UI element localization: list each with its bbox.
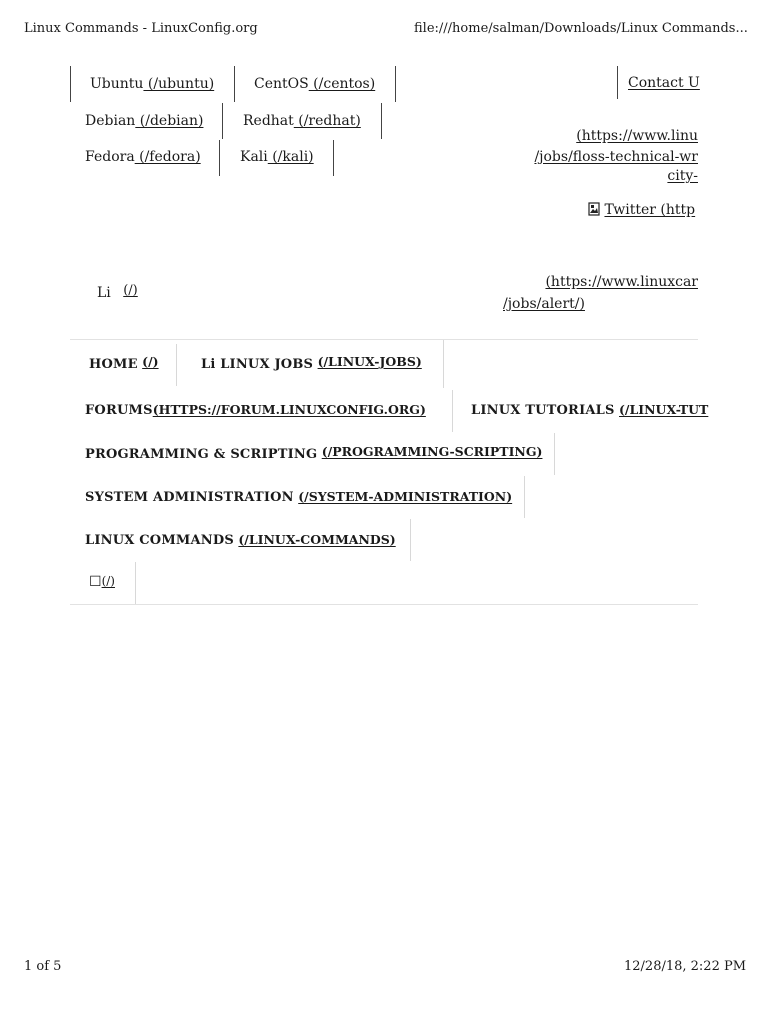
jobs-link-text[interactable]: (https://www.linu	[576, 128, 698, 144]
print-page-number: 1 of 5	[24, 959, 62, 974]
nav-border-bottom	[70, 604, 698, 605]
distro-href[interactable]: (/kali)	[267, 149, 314, 165]
twitter-link[interactable]	[588, 202, 698, 218]
nav-item-label: HOME	[89, 357, 138, 372]
jobs-link-text[interactable]: city-	[667, 168, 698, 184]
distro-href[interactable]: (/debian)	[135, 113, 204, 129]
nav-item-system-administration[interactable]	[85, 489, 512, 505]
alert-link-text[interactable]: (https://www.linuxcar	[545, 274, 698, 290]
nav-item-label: LINUX TUTORIALS	[471, 403, 615, 418]
jobs-link-line1[interactable]	[500, 128, 698, 144]
distro-link-redhat[interactable]	[243, 113, 361, 129]
divider	[135, 562, 136, 604]
nav-item-linux-tutorials[interactable]	[471, 402, 709, 418]
distro-href[interactable]: (/centos)	[308, 76, 376, 92]
divider	[452, 390, 453, 432]
divider	[554, 433, 555, 475]
nav-border-top	[70, 339, 698, 340]
distro-link-ubuntu[interactable]	[90, 76, 214, 92]
distro-label: Redhat	[243, 113, 294, 129]
divider	[333, 140, 334, 176]
nav-item-label: Li LINUX JOBS	[201, 357, 314, 372]
nav-item-href[interactable]: (/)	[142, 354, 159, 369]
divider	[222, 103, 223, 139]
distro-href[interactable]: (/redhat)	[293, 113, 361, 129]
nav-item-href[interactable]: (HTTPS://FORUM.LINUXCONFIG.ORG)	[152, 402, 426, 417]
nav-item-label: SYSTEM ADMINISTRATION	[85, 490, 294, 505]
nav-item-forums[interactable]	[85, 402, 426, 418]
distro-href[interactable]: (/fedora)	[134, 149, 201, 165]
jobs-link-line2[interactable]	[500, 149, 698, 165]
nav-item-programming-scripting[interactable]	[85, 446, 542, 462]
distro-label: CentOS	[254, 76, 309, 92]
nav-item-home[interactable]	[89, 356, 159, 372]
alert-link-line2[interactable]	[503, 296, 585, 312]
divider	[70, 66, 71, 102]
nav-item-label: PROGRAMMING & SCRIPTING	[85, 447, 318, 462]
distro-link-debian[interactable]	[85, 113, 203, 129]
nav-item-href[interactable]: (/)	[101, 574, 115, 588]
divider	[524, 476, 525, 518]
print-page-url: file:///home/salman/Downloads/Linux Commands...	[414, 21, 748, 36]
alert-link-text[interactable]: /jobs/alert/)	[503, 296, 585, 312]
nav-item-label: FORUMS	[85, 403, 153, 418]
divider	[443, 340, 444, 388]
jobs-link-text[interactable]: /jobs/floss-technical-wr	[534, 149, 698, 165]
nav-item-linux-jobs[interactable]	[201, 356, 422, 372]
distro-label: Debian	[85, 113, 136, 129]
jobs-link-line3[interactable]	[500, 168, 698, 184]
nav-item-label: LINUX COMMANDS	[85, 533, 234, 548]
image-icon	[588, 202, 600, 216]
divider	[617, 66, 618, 99]
nav-item-href[interactable]: (/LINUX-JOBS)	[317, 354, 422, 369]
divider	[234, 66, 235, 102]
contact-link[interactable]	[628, 75, 698, 91]
logo-href[interactable]: (/)	[123, 283, 138, 298]
contact-link-label[interactable]: Contact U	[628, 75, 700, 91]
distro-label: Fedora	[85, 149, 135, 165]
alert-link-line1[interactable]	[500, 274, 698, 290]
logo-text: Li	[97, 285, 111, 301]
divider	[176, 344, 177, 386]
print-datetime: 12/28/18, 2:22 PM	[624, 959, 747, 974]
divider	[381, 103, 382, 139]
twitter-link-label[interactable]: Twitter (http	[604, 202, 696, 218]
nav-item-href[interactable]: (/PROGRAMMING-SCRIPTING)	[321, 444, 543, 459]
distro-href[interactable]: (/ubuntu)	[143, 76, 215, 92]
divider	[219, 140, 220, 176]
nav-item-linux-commands[interactable]	[85, 532, 396, 548]
distro-link-fedora[interactable]	[85, 149, 201, 165]
distro-label: Ubuntu	[90, 76, 144, 92]
divider	[410, 519, 411, 561]
nav-item-href[interactable]: (/LINUX-COMMANDS)	[238, 532, 396, 547]
distro-link-kali[interactable]	[240, 149, 314, 165]
nav-item-href[interactable]: (/SYSTEM-ADMINISTRATION)	[298, 489, 513, 504]
distro-label: Kali	[240, 149, 268, 165]
nav-item-href[interactable]: (/LINUX-TUT	[619, 402, 709, 417]
divider	[395, 66, 396, 102]
nav-item-placeholder[interactable]	[89, 574, 115, 590]
placeholder-icon: ☐	[89, 574, 102, 590]
distro-link-centos[interactable]	[254, 76, 375, 92]
site-logo[interactable]	[97, 285, 138, 301]
print-page-title: Linux Commands - LinuxConfig.org	[24, 21, 258, 36]
